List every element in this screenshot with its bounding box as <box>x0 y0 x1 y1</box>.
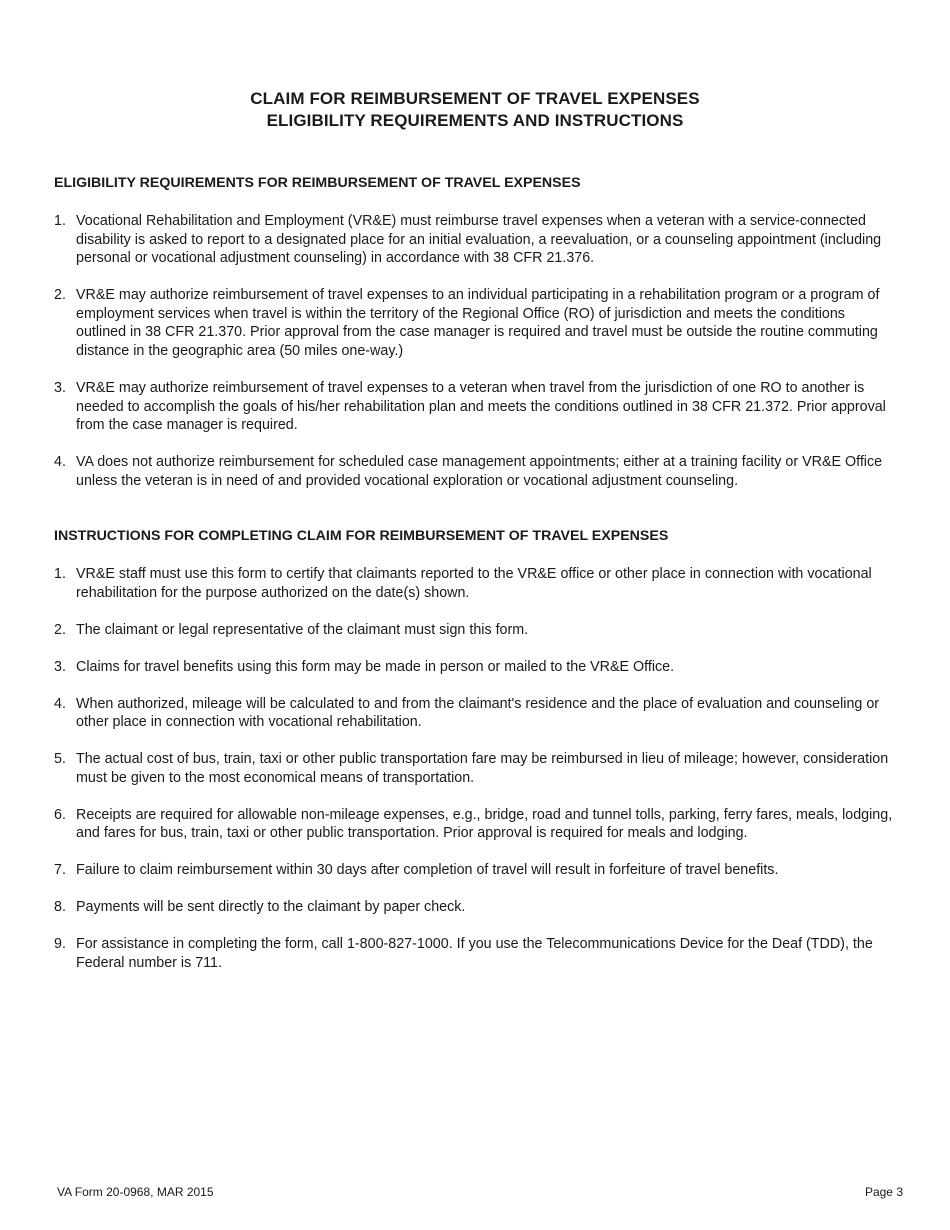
list-item <box>54 658 894 677</box>
title-line-2: ELIGIBILITY REQUIREMENTS AND INSTRUCTIONS <box>266 111 684 130</box>
eligibility-heading: ELIGIBILITY REQUIREMENTS FOR REIMBURSEMENT OF TRAVEL EXPENSES <box>54 175 581 191</box>
item-text: The claimant or legal representative of the claimant must sign this form. <box>76 621 529 638</box>
instructions-heading: INSTRUCTIONS FOR COMPLETING CLAIM FOR REIMBURSEMENT OF TRAVEL EXPENSES <box>54 528 669 544</box>
list-item <box>54 453 894 490</box>
list-item <box>54 898 894 917</box>
item-text: Claims for travel benefits using this form may be made in person or mailed to the VR&E Office. <box>76 658 675 675</box>
item-number: 9. <box>54 936 66 953</box>
list-item <box>54 750 894 787</box>
list-item <box>54 565 894 602</box>
form-identifier: VA Form 20-0968, MAR 2015 <box>57 1185 214 1199</box>
item-text: Vocational Rehabilitation and Employment (VR&E) must reimburse travel expenses when a veteran with a service-connected disability is asked to report to a designated place for an initial evaluation, a reevaluation, or a counseling appointment (including personal or vocational adjustment counseling) in accordance with 38 CFR 21.376. <box>76 213 882 267</box>
item-number: 3. <box>54 658 66 675</box>
item-text: Failure to claim reimbursement within 30 days after completion of travel will result in forfeiture of travel benefits. <box>76 862 779 879</box>
instructions-list <box>54 565 894 972</box>
document-title <box>0 88 950 132</box>
item-text: When authorized, mileage will be calculated to and from the claimant's residence and the place of evaluation and counseling or other place in connection with vocational rehabilitation. <box>76 695 880 731</box>
item-number: 7. <box>54 862 66 879</box>
item-number: 6. <box>54 806 66 823</box>
item-text: Payments will be sent directly to the claimant by paper check. <box>76 899 466 916</box>
item-number: 8. <box>54 899 66 916</box>
item-number: 1. <box>54 213 66 229</box>
item-text: VR&E staff must use this form to certify that claimants reported to the VR&E office or other place in connection with vocational rehabilitation for the purpose authorized on the date(s) shown. <box>76 566 872 601</box>
item-text: VR&E may authorize reimbursement of travel expenses to an individual participating in a rehabilitation program or a program of employment services when travel is within the territory of the Regional Office (RO) of jurisdiction and meets the conditions outlined in 38 CFR 21.370. Prior approval from the case manager is required and travel must be outside the routine commuting distance in the geographic area (50 miles one-way.) <box>76 287 880 359</box>
item-text: VA does not authorize reimbursement for scheduled case management appointments; either at a training facility or VR&E Office unless the veteran is in need of and provided vocational exploration or vocational adjustment counseling. <box>76 454 883 489</box>
list-item <box>54 861 894 880</box>
item-number: 4. <box>54 695 66 712</box>
item-number: 5. <box>54 751 66 768</box>
item-number: 3. <box>54 379 66 396</box>
item-text: VR&E may authorize reimbursement of travel expenses to a veteran when travel from the jurisdiction of one RO to another is needed to accomplish the goals of his/her rehabilitation plan and meets the conditions outlined in 38 CFR 21.372. Prior approval from the case manager is required. <box>76 379 886 434</box>
item-number: 2. <box>54 621 66 638</box>
item-text: For assistance in completing the form, call 1-800-827-1000. If you use the Telecommunications Device for the Deaf (TDD), the Federal number is 711. <box>76 936 873 971</box>
page-number: Page 3 <box>864 1185 903 1199</box>
list-item <box>54 286 894 360</box>
item-number: 4. <box>54 454 66 471</box>
item-number: 2. <box>54 287 66 304</box>
item-text: Receipts are required for allowable non-mileage expenses, e.g., bridge, road and tunnel tolls, parking, ferry fares, meals, lodging, and fares for bus, train, taxi or other public transportation. Prior approval is required for meals and lodging. <box>76 806 893 842</box>
eligibility-list <box>54 212 894 490</box>
list-item <box>54 212 894 268</box>
title-line-1: CLAIM FOR REIMBURSEMENT OF TRAVEL EXPENSES <box>250 89 700 108</box>
eligibility-section <box>54 174 894 509</box>
instructions-section <box>54 527 894 991</box>
list-item <box>54 695 894 732</box>
item-text: The actual cost of bus, train, taxi or other public transportation fare may be reimbursed in lieu of mileage; however, consideration must be given to the most economical means of transportation. <box>76 751 889 786</box>
list-item <box>54 806 894 843</box>
list-item <box>54 935 894 972</box>
item-number: 1. <box>54 566 66 582</box>
list-item <box>54 621 894 640</box>
list-item <box>54 379 894 435</box>
